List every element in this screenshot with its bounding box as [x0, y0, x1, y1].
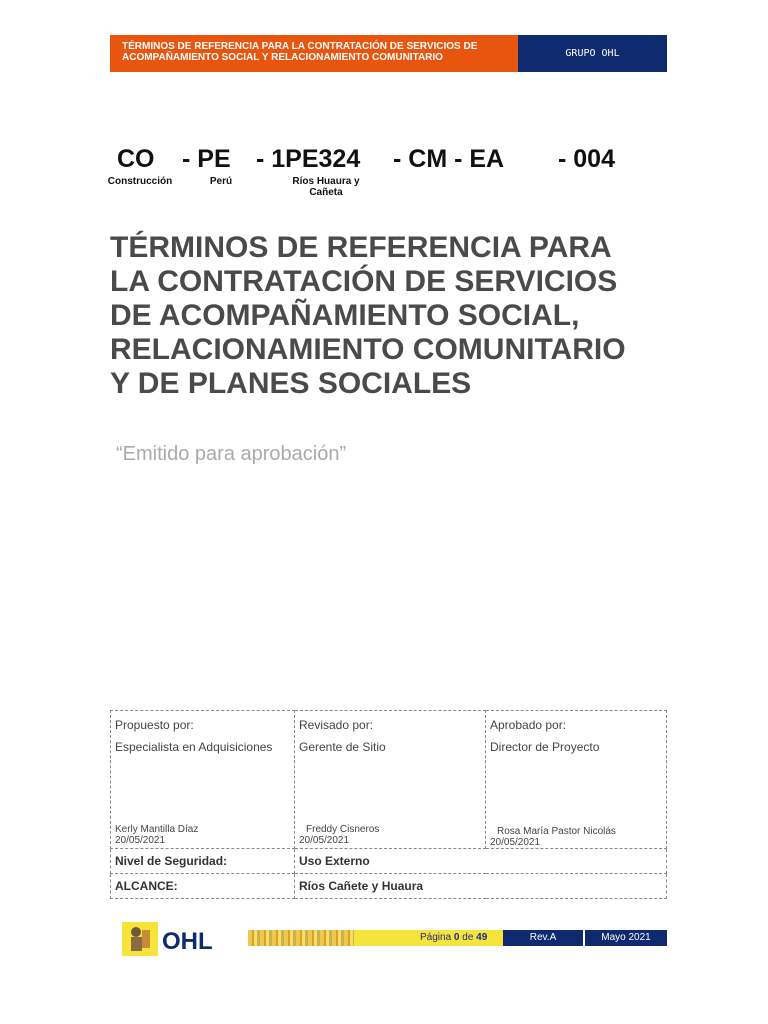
approval-table	[110, 710, 667, 899]
reviewed-date: 20/05/2021	[299, 835, 350, 846]
header-title-line2: ACOMPAÑAMIENTO SOCIAL Y RELACIONAMIENTO COMUNITARIO	[122, 52, 443, 63]
code-pe: - PE	[182, 145, 231, 173]
proposed-role: Especialista en Adquisiciones	[115, 740, 273, 754]
reviewed-cell	[295, 711, 486, 849]
scope-row	[111, 874, 667, 899]
header-title	[110, 35, 518, 72]
code-sub-project-line1: Ríos Huaura y	[292, 176, 360, 187]
code-co: CO	[117, 145, 155, 173]
code-sub-pe: Perú	[209, 176, 233, 187]
code-sub-project-line2: Cañeta	[309, 187, 343, 198]
approved-cell	[486, 711, 667, 849]
proposed-cell	[111, 711, 295, 849]
reviewed-name: Freddy Cisneros	[306, 824, 380, 835]
page-prefix: Página	[420, 932, 452, 943]
reviewed-signature	[299, 824, 379, 846]
approved-date: 20/05/2021	[490, 837, 541, 848]
scope-label: ALCANCE:	[111, 874, 295, 899]
proposed-date: 20/05/2021	[115, 835, 166, 846]
title-line2: LA CONTRATACIÓN DE SERVICIOS	[110, 265, 618, 298]
page-of: de	[462, 932, 474, 943]
document-status: “Emitido para aprobación”	[116, 443, 347, 465]
code-sub-co: Construcción	[107, 176, 173, 187]
title-line3: DE ACOMPAÑAMIENTO SOCIAL,	[110, 299, 580, 332]
code-cm-ea: - CM - EA	[393, 145, 505, 173]
security-row	[111, 849, 667, 874]
revision-badge: Rev.A	[503, 930, 583, 946]
approved-role: Director de Proyecto	[490, 740, 600, 754]
title-line4: RELACIONAMIENTO COMUNITARIO	[110, 333, 626, 366]
signature-row	[111, 711, 667, 849]
code-sub-project	[276, 176, 376, 198]
document-header	[110, 35, 667, 72]
code-number: - 004	[558, 145, 615, 173]
header-title-line1: TÉRMINOS DE REFERENCIA PARA LA CONTRATACIÓN DE SERVICIOS DE	[122, 41, 478, 52]
date-badge: Mayo 2021	[585, 930, 667, 946]
title-line5: Y DE PLANES SOCIALES	[110, 367, 472, 400]
proposed-signature	[115, 824, 198, 846]
security-label: Nivel de Seguridad:	[111, 849, 295, 874]
ohl-logo-icon	[122, 922, 232, 956]
footer-pattern	[248, 930, 354, 946]
page-total: 49	[476, 932, 488, 943]
approved-name: Rosa María Pastor Nicolás	[497, 826, 616, 837]
scope-value: Ríos Cañete y Huaura	[295, 874, 667, 899]
page-number	[420, 930, 487, 946]
logo-text: OHL	[162, 928, 213, 955]
approved-signature	[490, 826, 616, 848]
security-value: Uso Externo	[295, 849, 667, 874]
page-current: 0	[453, 932, 460, 943]
title-line1: TÉRMINOS DE REFERENCIA PARA	[110, 231, 612, 264]
header-group-name: GRUPO OHL	[518, 35, 667, 72]
reviewed-role: Gerente de Sitio	[299, 740, 386, 754]
proposed-label: Propuesto por:	[115, 718, 194, 732]
approved-label: Aprobado por:	[490, 718, 567, 732]
document-title	[110, 231, 670, 401]
proposed-name: Kerly Mantilla Díaz	[115, 824, 199, 835]
reviewed-label: Revisado por:	[299, 718, 374, 732]
code-project: - 1PE324	[256, 145, 361, 173]
